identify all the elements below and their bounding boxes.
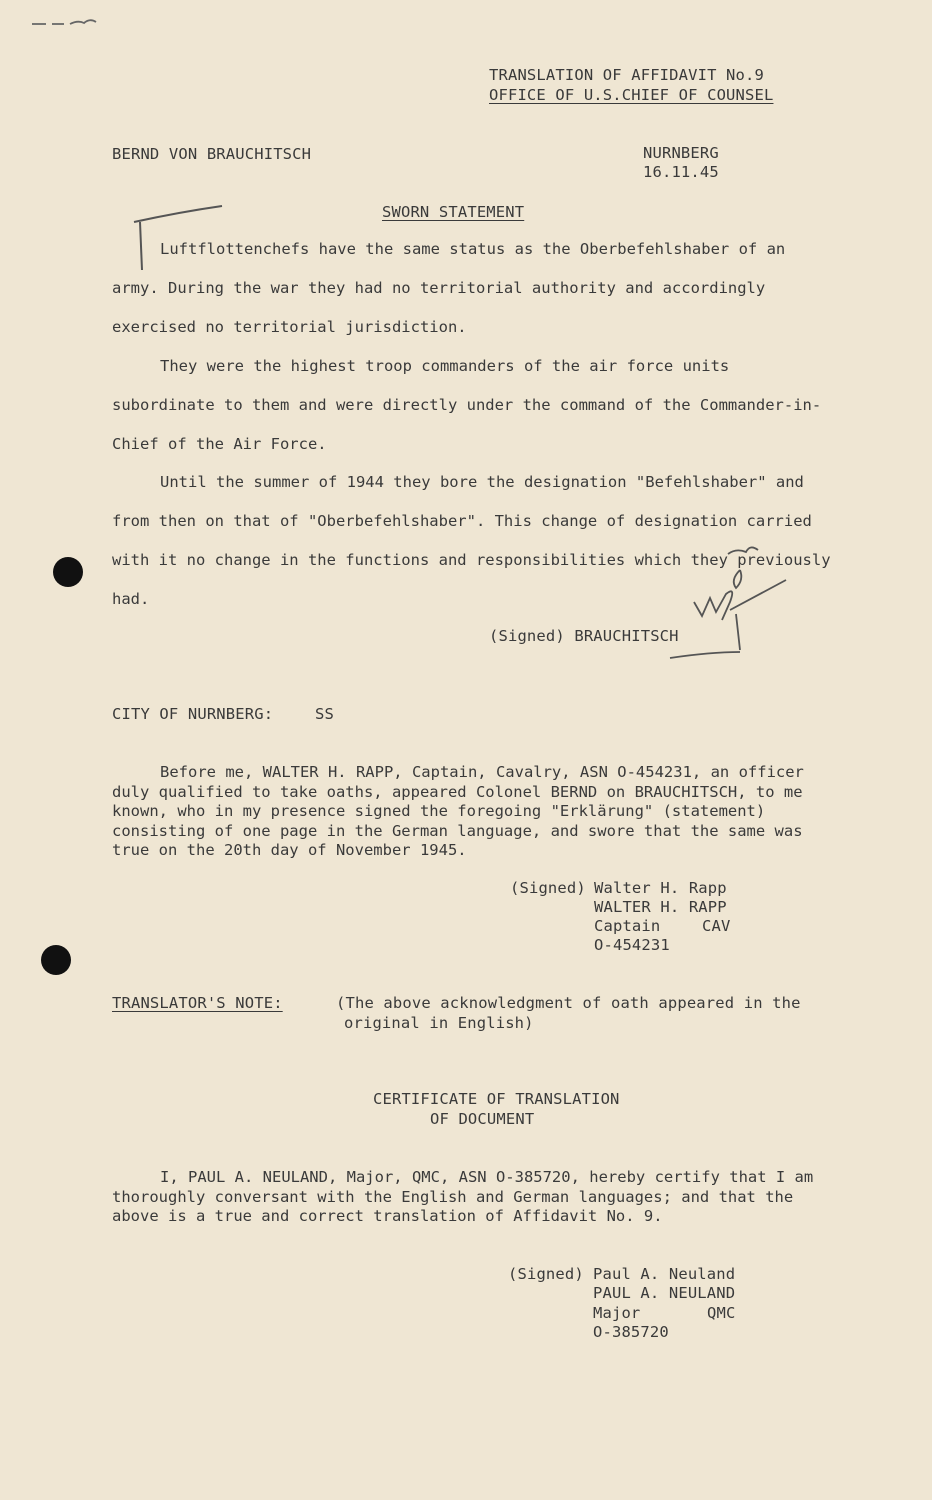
statement-paragraph-2: They were the highest troop commanders of the air force units subordinate to them and were directly under the command of the Commander-in-Chief of the Air Force. [112,357,822,453]
certificate-signed-name: Paul A. Neuland [593,1265,736,1283]
date: 16.11.45 [643,163,719,181]
punch-hole-top [53,557,83,587]
stray-pencil-mark [30,16,100,30]
jurat-officer-name: WALTER H. RAPP [594,898,727,916]
statement-paragraph-3: Until the summer of 1944 they bore the designation "Befehlshaber" and from then on that of "Oberbefehlshaber". This change of designation carried with it no change in the functions and responsibilities which they previously had. [112,473,831,608]
certificate-officer-asn: O-385720 [593,1323,669,1341]
certificate-signed-label: (Signed) [508,1265,584,1283]
place: NURNBERG [643,144,719,162]
jurat-signed-name: Walter H. Rapp [594,879,727,897]
translator-note-line-2: original in English) [344,1014,534,1032]
jurat-signed-label: (Signed) [510,879,586,897]
certificate-text: I, PAUL A. NEULAND, Major, QMC, ASN O-385720, hereby certify that I am thoroughly conversant with the English and German languages; and that the above is a true and correct translation of Affidavit No. 9. [112,1168,814,1225]
certificate-subtitle: OF DOCUMENT [430,1110,535,1128]
document-office: OFFICE OF U.S.CHIEF OF COUNSEL [489,86,774,104]
certificate-officer-name: PAUL A. NEULAND [593,1284,736,1302]
certificate-title: CERTIFICATE OF TRANSLATION [373,1090,620,1108]
jurat-ss: SS [315,705,334,723]
statement-paragraph-1: Luftflottenchefs have the same status as the Oberbefehlshaber of an army. During the war they had no territorial authority and accordingly exercised no territorial jurisdiction. [112,240,786,336]
statement-signature: (Signed) BRAUCHITSCH [489,627,679,645]
statement-heading: SWORN STATEMENT [382,203,525,221]
punch-hole-bottom [41,945,71,975]
jurat-officer-rank: Captain [594,917,661,935]
jurat-text: Before me, WALTER H. RAPP, Captain, Cavalry, ASN O-454231, an officer duly qualified to take oaths, appeared Colonel BERND on BRAUCHITSCH, to me known, who in my presence signed the foregoing "Erklärung" (statement) consisting of one page in the German language, and swore that the same was true on the 20th day of November 1945. [112,763,804,859]
jurat-officer-branch: CAV [702,917,731,935]
translator-note-label: TRANSLATOR'S NOTE: [112,994,283,1012]
certificate-officer-branch: QMC [707,1304,736,1322]
document-title: TRANSLATION OF AFFIDAVIT No.9 [489,66,764,84]
certificate-officer-rank: Major [593,1304,641,1322]
jurat-venue: CITY OF NURNBERG: [112,705,274,723]
jurat-officer-asn: O-454231 [594,936,670,954]
author-name: BERND VON BRAUCHITSCH [112,145,312,163]
translator-note-line-1: (The above acknowledgment of oath appeared in the [336,994,801,1012]
pencil-initials-mark [670,540,800,670]
